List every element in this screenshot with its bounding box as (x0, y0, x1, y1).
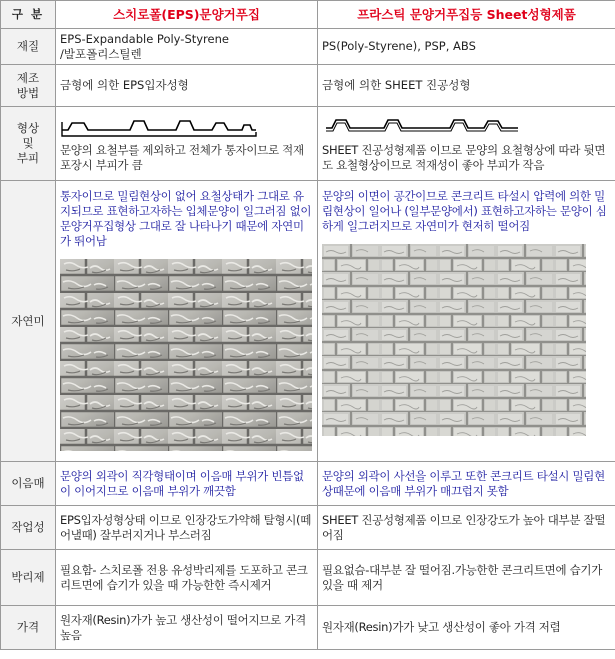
joint-eps-cell: 문양의 외곽이 직각형태이며 이음매 부위가 빈틈없이 이어지므로 이음매 부위가 깨끗함 (56, 462, 318, 506)
shape-plastic-text: SHEET 진공성형제품 이므로 문양의 요철형상에 따라 뒷면도 요철형상이므로 적재성이 좋아 부피가 작음 (322, 143, 606, 172)
material-row (1, 29, 615, 65)
eps-wall-photo (60, 259, 312, 451)
manufacture-label-line1: 제조 (16, 70, 40, 85)
shape-eps-text: 문양의 요철부를 제외하고 전체가 통자이므로 적재포장시 부피가 큼 (60, 143, 304, 172)
price-row (1, 606, 615, 650)
shape-eps-cell (56, 107, 318, 181)
workability-row (1, 506, 615, 550)
shape-label-line3: 부피 (16, 151, 40, 165)
manufacture-label (1, 65, 56, 107)
workability-label: 작업성 (1, 506, 56, 550)
material-eps-line2: /발포폴리스틸렌 (60, 46, 142, 61)
joint-label: 이음매 (1, 462, 56, 506)
shape-plastic-cell (318, 107, 615, 181)
joint-plastic-cell: 문양의 외곽이 사선을 이루고 또한 콘크리트 타설시 밀림현상때문에 이음매 부위가 매끄럽지 못함 (318, 462, 615, 506)
price-label: 가격 (1, 606, 56, 650)
material-eps-cell (56, 29, 318, 65)
plastic-wall-photo (322, 244, 586, 436)
natural-row (1, 181, 615, 462)
manufacture-eps-cell: 금형에 의한 EPS입자성형 (56, 65, 318, 107)
manufacture-plastic-cell: 금형에 의한 SHEET 진공성형 (318, 65, 615, 107)
header-row (1, 1, 615, 29)
natural-plastic-cell (318, 181, 615, 462)
shape-label (1, 107, 56, 181)
material-label: 재질 (1, 29, 56, 65)
eps-profile-diagram (60, 116, 260, 140)
natural-plastic-text: 문양의 이면이 공간이므로 콘크리트 타설시 압력에 의한 밀림현상이 일어나 (일부문양에서) 표현하고자하는 문양이 심하게 일그러지므로 자연미가 현저히 떨어짐 (322, 189, 607, 233)
natural-eps-cell (56, 181, 318, 462)
natural-eps-text: 통자이므로 밀림현상이 없어 요철상태가 그대로 유지되므로 표현하고자하는 입체문양이 일그러짐 없이 문양거푸집형상 그대로 잘 나타나기 때문에 자연미가 뛰어남 (60, 189, 312, 248)
shape-row (1, 107, 615, 181)
material-eps-line1: EPS-Expandable Poly-Styrene (60, 31, 229, 46)
shape-label-line2: 및 (22, 136, 34, 150)
material-plastic-cell: PS(Poly-Styrene), PSP, ABS (318, 29, 615, 65)
natural-label: 자연미 (1, 181, 56, 462)
price-eps-cell: 원자재(Resin)가가 높고 생산성이 떨어지므로 가격 높음 (56, 606, 318, 650)
joint-row (1, 462, 615, 506)
manufacture-label-line2: 방법 (16, 85, 40, 100)
price-plastic-cell: 원자재(Resin)가가 낮고 생산성이 좋아 가격 저렴 (318, 606, 615, 650)
eps-column-header: 스치로폴(EPS)문양거푸집 (56, 1, 318, 29)
workability-eps-cell: EPS입자성형상태 이므로 인장강도가약해 탈형시(떼어낼때) 잘부러지거나 부스러짐 (56, 506, 318, 550)
release-row (1, 550, 615, 606)
release-eps-cell: 필요함- 스치로폴 전용 유성박리제를 도포하고 콘크리트면에 습기가 있을 때 가능한한 즉시제거 (56, 550, 318, 606)
manufacture-row (1, 65, 615, 107)
release-plastic-cell: 필요없슴-대부분 잘 떨어짐.가능한한 콘크리트면에 습기가 있을 때 제거 (318, 550, 615, 606)
shape-label-line1: 형상 (16, 121, 40, 135)
corner-header: 구 분 (1, 1, 56, 29)
release-label: 박리제 (1, 550, 56, 606)
plastic-column-header: 프라스틱 문양거푸집등 Sheet성형제품 (318, 1, 615, 29)
workability-plastic-cell: SHEET 진공성형제품 이므로 인장강도가 높아 대부분 잘떨어짐 (318, 506, 615, 550)
sheet-profile-diagram (322, 116, 522, 140)
